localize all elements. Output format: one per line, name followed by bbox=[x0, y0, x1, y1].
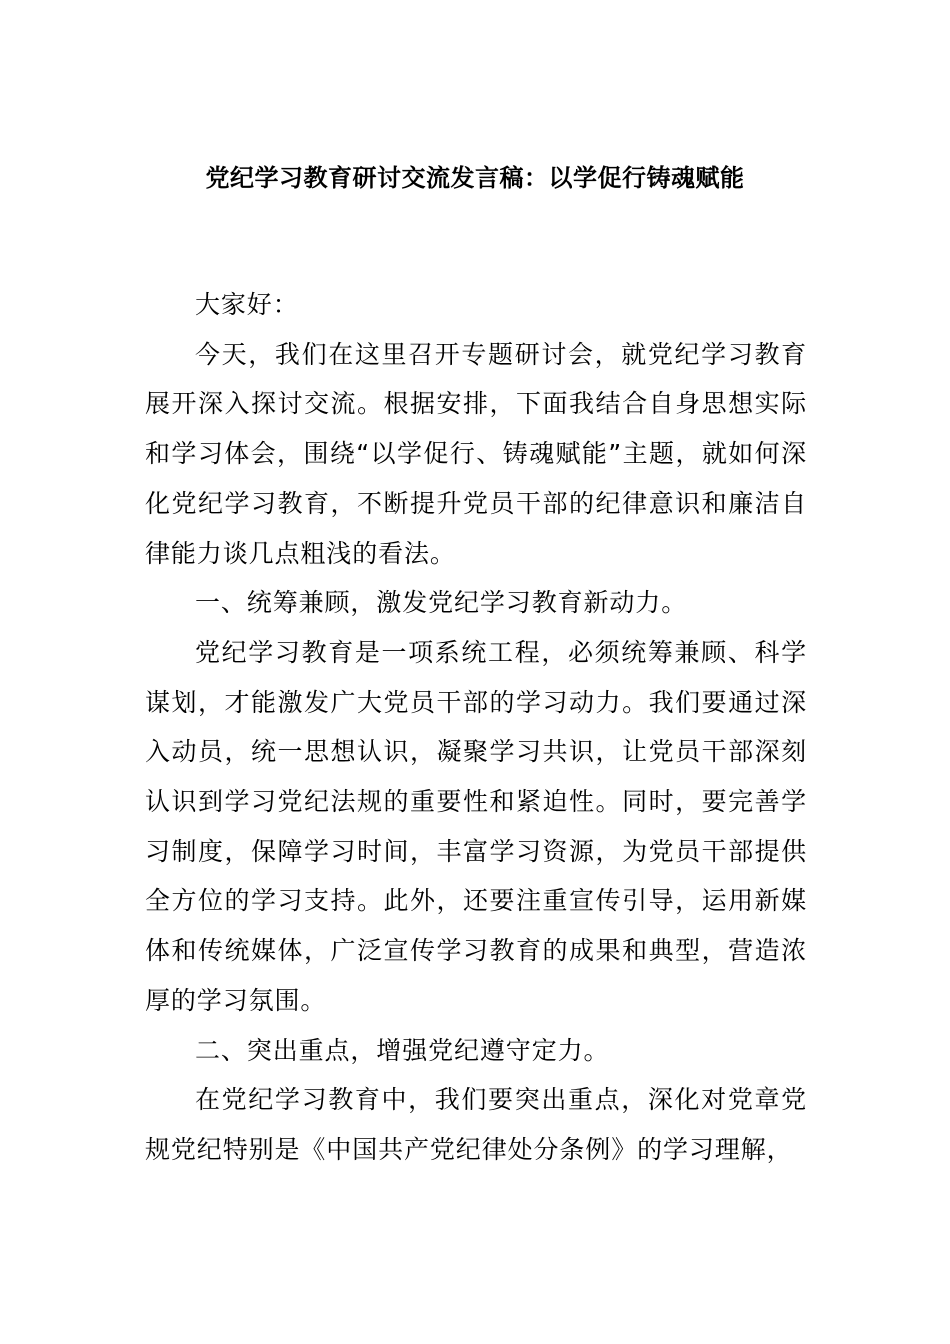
document-title: 党纪学习教育研讨交流发言稿：以学促行铸魂赋能 bbox=[205, 164, 745, 192]
section-1-paragraph: 党纪学习教育是一项系统工程，必须统筹兼顾、科学谋划，才能激发广大党员干部的学习动力。我们要通过深入动员，统一思想认识，凝聚学习共识，让党员干部深刻认识到学习党纪法规的重要性和紧迫性。同时，要完善学习制度，保障学习时间，丰富学习资源，为党员干部提供全方位的学习支持。此外，还要注重宣传引导，运用新媒体和传统媒体，广泛宣传学习教育的成果和典型，营造浓厚的学习氛围。 bbox=[145, 637, 807, 1015]
document-body bbox=[145, 280, 807, 1175]
section-heading-2: 二、突出重点，增强党纪遵守定力。 bbox=[195, 1035, 610, 1065]
intro-paragraph: 今天，我们在这里召开专题研讨会，就党纪学习教育展开深入探讨交流。根据安排，下面我结合自身思想实际和学习体会，围绕“以学促行、铸魂赋能”主题，就如何深化党纪学习教育，不断提升党员干部的纪律意识和廉洁自律能力谈几点粗浅的看法。 bbox=[145, 339, 807, 568]
section-heading-1: 一、统筹兼顾，激发党纪学习教育新动力。 bbox=[195, 588, 688, 618]
greeting-paragraph: 大家好： bbox=[195, 290, 299, 319]
section-2-paragraph: 在党纪学习教育中，我们要突出重点，深化对党章党规党纪特别是《中国共产党纪律处分条例》的学习理解， bbox=[145, 1085, 807, 1164]
